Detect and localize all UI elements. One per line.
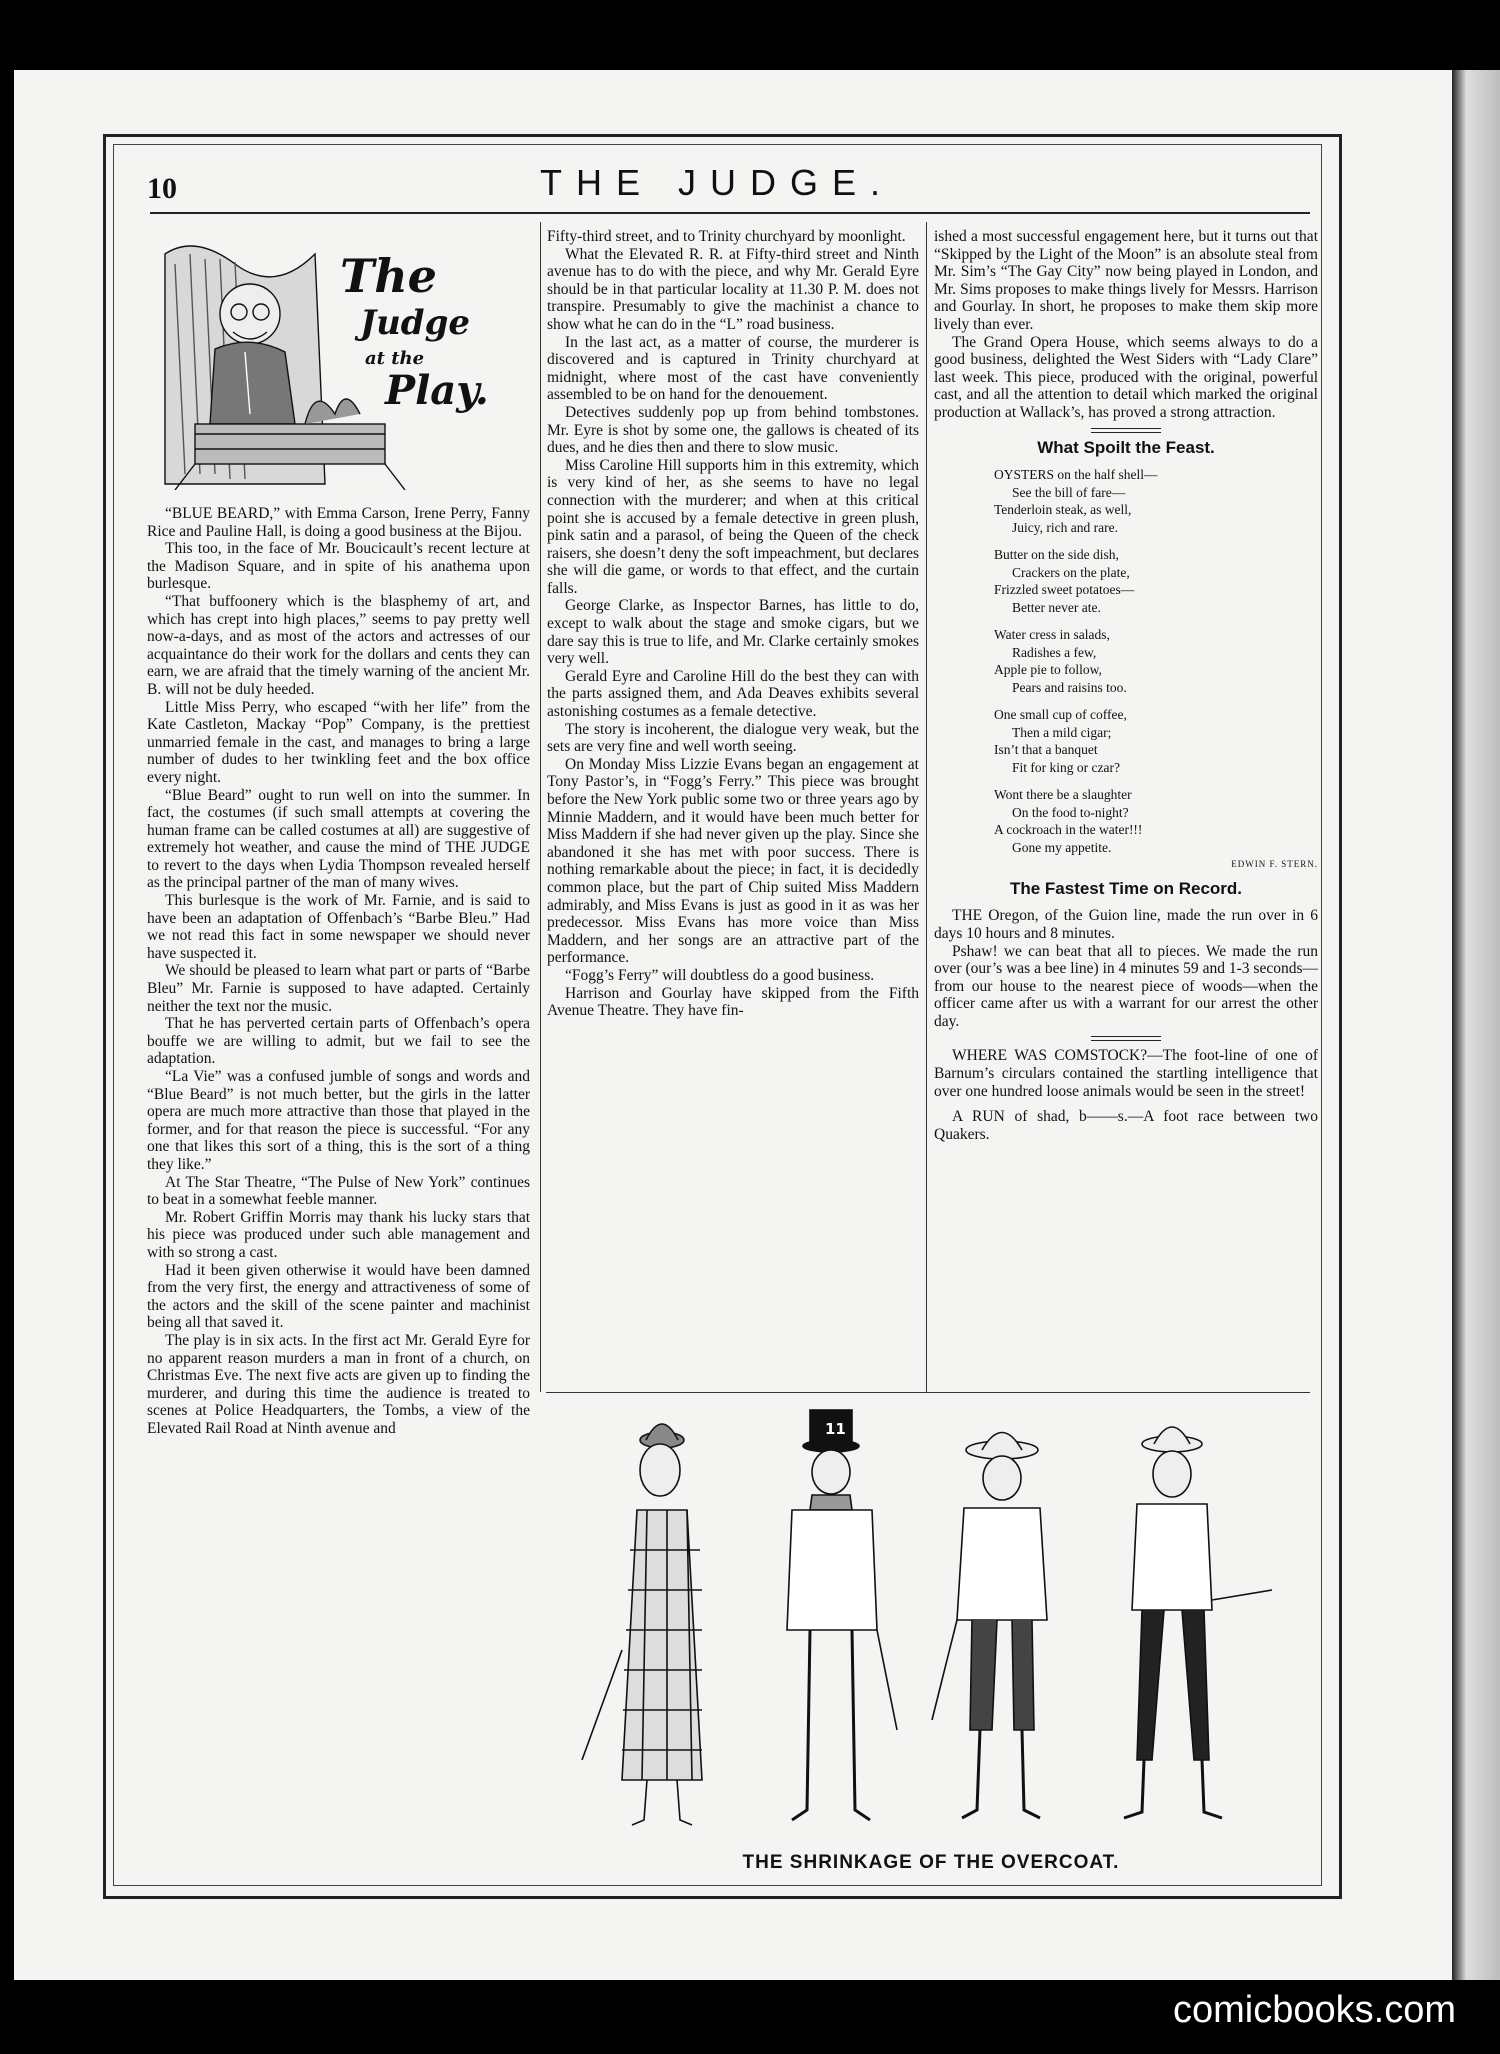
article-paragraph: Detectives suddenly pop up from behind tombstones. Mr. Eyre is shot by some one, the gallows is cheated of its dues, and he dies then and there to slow music. xyxy=(547,403,919,457)
poem-line: A cockroach in the water!!! xyxy=(994,822,1143,838)
cartoon-caption: THE SHRINKAGE OF THE OVERCOAT. xyxy=(742,1852,1120,1873)
section-rule xyxy=(1091,428,1161,433)
poem-line: Frizzled sweet potatoes— xyxy=(994,582,1135,598)
article-paragraph: “Blue Beard” ought to run well on into the summer. In fact, the costumes (if such small attempts at covering the human frame can be called costumes at all) are suggestive of extremely hot weather, and cause the mind of THE JUDGE to revert to the days when Lydia Thompson revealed herself as the principal partner of the man of many wives. xyxy=(147,786,530,892)
poem-line: See the bill of fare— xyxy=(1012,484,1126,500)
column-2 xyxy=(547,228,919,1020)
article-paragraph: Mr. Robert Griffin Morris may thank his lucky stars that his piece was produced under such able management and with so strong a cast. xyxy=(147,1208,530,1261)
poem-line: Wont there be a slaughter xyxy=(994,787,1132,803)
article-paragraph: The play is in six acts. In the first act Mr. Gerald Eyre for no apparent reason murders a man in front of a church, on Christmas Eve. The next five acts are given up to finding the murderer, and during this time the audience is treated to scenes at Police Headquarters, the Tombs, a view of the Elevated Rail Road at Ninth avenue and xyxy=(147,1331,530,1437)
article-paragraph: We should be pleased to learn what part or parts of “Barbe Bleu” Mr. Farnie is supposed to have adapted. Certainly neither the text nor the music. xyxy=(147,962,530,1015)
poem-line: One small cup of coffee, xyxy=(994,707,1127,723)
facing-page-edge xyxy=(1452,70,1500,1980)
article-paragraph: What the Elevated R. R. at Fifty-third street and Ninth avenue has to do with the piece, and why Mr. Gerald Eyre should be in that particular locality at 11.30 P. M. does not transpire. Presumably to give the machinist a chance to show what he can do in the “L” road business. xyxy=(547,245,919,333)
article-paragraph: The Grand Opera House, which seems always to do a good business, delighted the West Siders with “Lady Clare” last week. This piece, produced with the original, powerful cast, and all the attention to detail which marked the original production at Wallack’s, has proved a strong attraction. xyxy=(934,333,1318,421)
article-paragraph: “BLUE BEARD,” with Emma Carson, Irene Perry, Fanny Rice and Pauline Hall, is doing a good business at the Bijou. xyxy=(147,505,530,540)
poem-signature: EDWIN F. STERN. xyxy=(1231,859,1318,870)
poem xyxy=(994,466,1318,856)
poem-stanza xyxy=(994,626,1318,696)
article-paragraph: THE Oregon, of the Guion line, made the run over in 6 days 10 hours and 8 minutes. xyxy=(934,907,1318,942)
poem-stanza xyxy=(994,466,1318,536)
article-paragraph: At The Star Theatre, “The Pulse of New York” continues to beat in a somewhat feeble manner. xyxy=(147,1173,530,1209)
masthead-rule xyxy=(150,212,1310,214)
section-title: The Fastest Time on Record. xyxy=(1009,878,1243,898)
section-rule xyxy=(1091,1036,1161,1041)
poem-title: What Spoilt the Feast. xyxy=(1037,437,1215,457)
article-paragraph: Had it been given otherwise it would have been damned from the very first, the energy and attractiveness of some of the actors and the skill of the scene painter and machinist being all that saved it. xyxy=(147,1261,530,1332)
poem-line: Radishes a few, xyxy=(1012,644,1097,660)
poem-line: Better never ate. xyxy=(1012,599,1101,615)
poem-line: Juicy, rich and rare. xyxy=(1012,519,1118,535)
article-paragraph: On Monday Miss Lizzie Evans began an engagement at Tony Pastor’s, in “Fogg’s Ferry.” This piece was brought before the New York public some two or three years ago by Minnie Maddern, and it would have been much better for Miss Maddern if she had never given up the play. Since she abandoned it she has met with poor success. There is nothing remarkable about the piece; in fact, it is decidedly common place, but the part of Chip suited Miss Maddern admirably, and Miss Evans is just as good in it as was her predecessor. Miss Evans has more voice than Miss Maddern, and her songs are an attractive part of the performance. xyxy=(547,755,919,967)
poem-line: Water cress in salads, xyxy=(994,627,1110,643)
poem-line: Fit for king or czar? xyxy=(1012,759,1120,775)
overcoat-cartoon-illustration xyxy=(552,1400,1310,1850)
judge-at-the-play-illustration xyxy=(155,234,503,490)
column-1 xyxy=(147,505,530,1437)
article-paragraph: “That buffoonery which is the blasphemy of art, and which has crept into high places,” seems to pay pretty well now-a-days, and as most of the actors and actresses of our acquaintance do their work for the dollars and cents they can earn, we are afraid that the timely warning of the ancient Mr. B. will not be duly heeded. xyxy=(147,592,530,698)
poem-line: Then a mild cigar; xyxy=(1012,724,1112,740)
poem-line: Apple pie to follow, xyxy=(994,662,1102,678)
column-divider xyxy=(926,222,927,1392)
cartoon-top-rule xyxy=(546,1392,1310,1393)
article-paragraph: Little Miss Perry, who escaped “with her life” from the Kate Castleton, Mackay “Pop” Company, is the prettiest unmarried female in the cast, and manages to bring a large number of dudes to her twinkling feet and the box office every night. xyxy=(147,698,530,786)
article-paragraph: WHERE WAS COMSTOCK?—The foot-line of one of Barnum’s circulars contained the startling intelligence that over one hundred loose animals would be seen in the street! xyxy=(934,1047,1318,1100)
article-paragraph: George Clarke, as Inspector Barnes, has little to do, except to walk about the stage and smoke cigars, but we dare say this is true to life, and Mr. Clarke certainly smokes very well. xyxy=(547,597,919,668)
poem-line: On the food to-night? xyxy=(1012,804,1129,820)
poem-line: Butter on the side dish, xyxy=(994,547,1119,563)
poem-line: OYSTERS on the half shell— xyxy=(994,467,1158,483)
svg-text:at the: at the xyxy=(365,348,425,369)
poem-line: Gone my appetite. xyxy=(1012,839,1112,855)
poem-line: Pears and raisins too. xyxy=(1012,679,1127,695)
article-paragraph: The story is incoherent, the dialogue very weak, but the sets are very fine and well worth seeing. xyxy=(547,720,919,756)
poem-stanza xyxy=(994,706,1318,776)
poem-line: Tenderloin steak, as well, xyxy=(994,502,1132,518)
poem-line: Isn’t that a banquet xyxy=(994,742,1098,758)
article-paragraph: Gerald Eyre and Caroline Hill do the best they can with the parts assigned them, and Ada Deaves exhibits several astonishing costumes as a female detective. xyxy=(547,667,919,721)
article-paragraph: “Fogg’s Ferry” will doubtless do a good business. xyxy=(565,966,875,984)
article-paragraph: Harrison and Gourlay have skipped from the Fifth Avenue Theatre. They have fin- xyxy=(547,984,919,1020)
svg-text:The: The xyxy=(340,249,437,303)
article-paragraph: A RUN of shad, b——s.—A foot race between two Quakers. xyxy=(934,1108,1318,1143)
column-3 xyxy=(934,228,1318,1143)
article-paragraph: This burlesque is the work of Mr. Farnie, and is said to have been an adaptation of Offenbach’s “Barbe Bleu.” Had we not read this fact in some newspaper we should never have suspected it. xyxy=(147,892,530,962)
article-paragraph: Miss Caroline Hill supports him in this extremity, which is very kind of her, as she seems to have no legal connection with the murderer; and when at this critical point she is accused by a female detective in green plush, pink satin and a parasol, of being the Queen of the check raisers, she doesn’t deny the soft impeachment, but declares she will die game, or words to that effect, and the curtain falls. xyxy=(547,456,919,597)
page-number: 10 xyxy=(147,172,177,205)
svg-text:Play.: Play. xyxy=(385,367,489,414)
article-paragraph: In the last act, as a matter of course, the murderer is discovered and is captured in Trinity churchyard at midnight, where most of the cast have conveniently assembled to be on hand for the denouement. xyxy=(547,333,919,404)
article-paragraph: “La Vie” was a confused jumble of songs and words and “Blue Beard” is not much better, but the girls in the latter opera are much more attractive than those that played in the former, and for that reason the piece is successful. “For any one that likes this sort of a thing, this is the sort of a thing they like.” xyxy=(147,1068,530,1173)
article-paragraph: Fifty-third street, and to Trinity churchyard by moonlight. xyxy=(547,228,906,245)
article-paragraph: That he has perverted certain parts of Offenbach’s opera bouffe we are willing to admit, but we fail to see the adaptation. xyxy=(147,1015,530,1068)
article-paragraph: This too, in the face of Mr. Boucicault’s recent lecture at the Madison Square, and in spite of his anathema upon burlesque. xyxy=(147,540,530,593)
top-hat-number: 11 xyxy=(825,1420,846,1438)
masthead-title: THE JUDGE. xyxy=(540,162,895,203)
article-paragraph: ished a most successful engagement here, but it turns out that “Skipped by the Light of the Moon” is an absolute steal from Mr. Sim’s “The Gay City” now being played in London, and Mr. Sims proposes to make things lively for Messrs. Harrison and Gourlay. In short, he proposes to make them skip more lively than ever. xyxy=(934,228,1318,333)
poem-line: Crackers on the plate, xyxy=(1012,564,1130,580)
svg-text:Judge: Judge xyxy=(360,303,470,343)
poem-stanza xyxy=(994,786,1318,856)
poem-stanza xyxy=(994,546,1318,616)
watermark-text: comicbooks.com xyxy=(1173,1989,1456,2031)
column-divider xyxy=(540,222,541,1392)
article-paragraph: Pshaw! we can beat that all to pieces. We made the run over (our’s was a bee line) in 4 minutes 59 and 1-3 seconds—from our house to the nearest piece of woods—when the officer came after us with a warrant for our arrest the other day. xyxy=(934,942,1318,1030)
